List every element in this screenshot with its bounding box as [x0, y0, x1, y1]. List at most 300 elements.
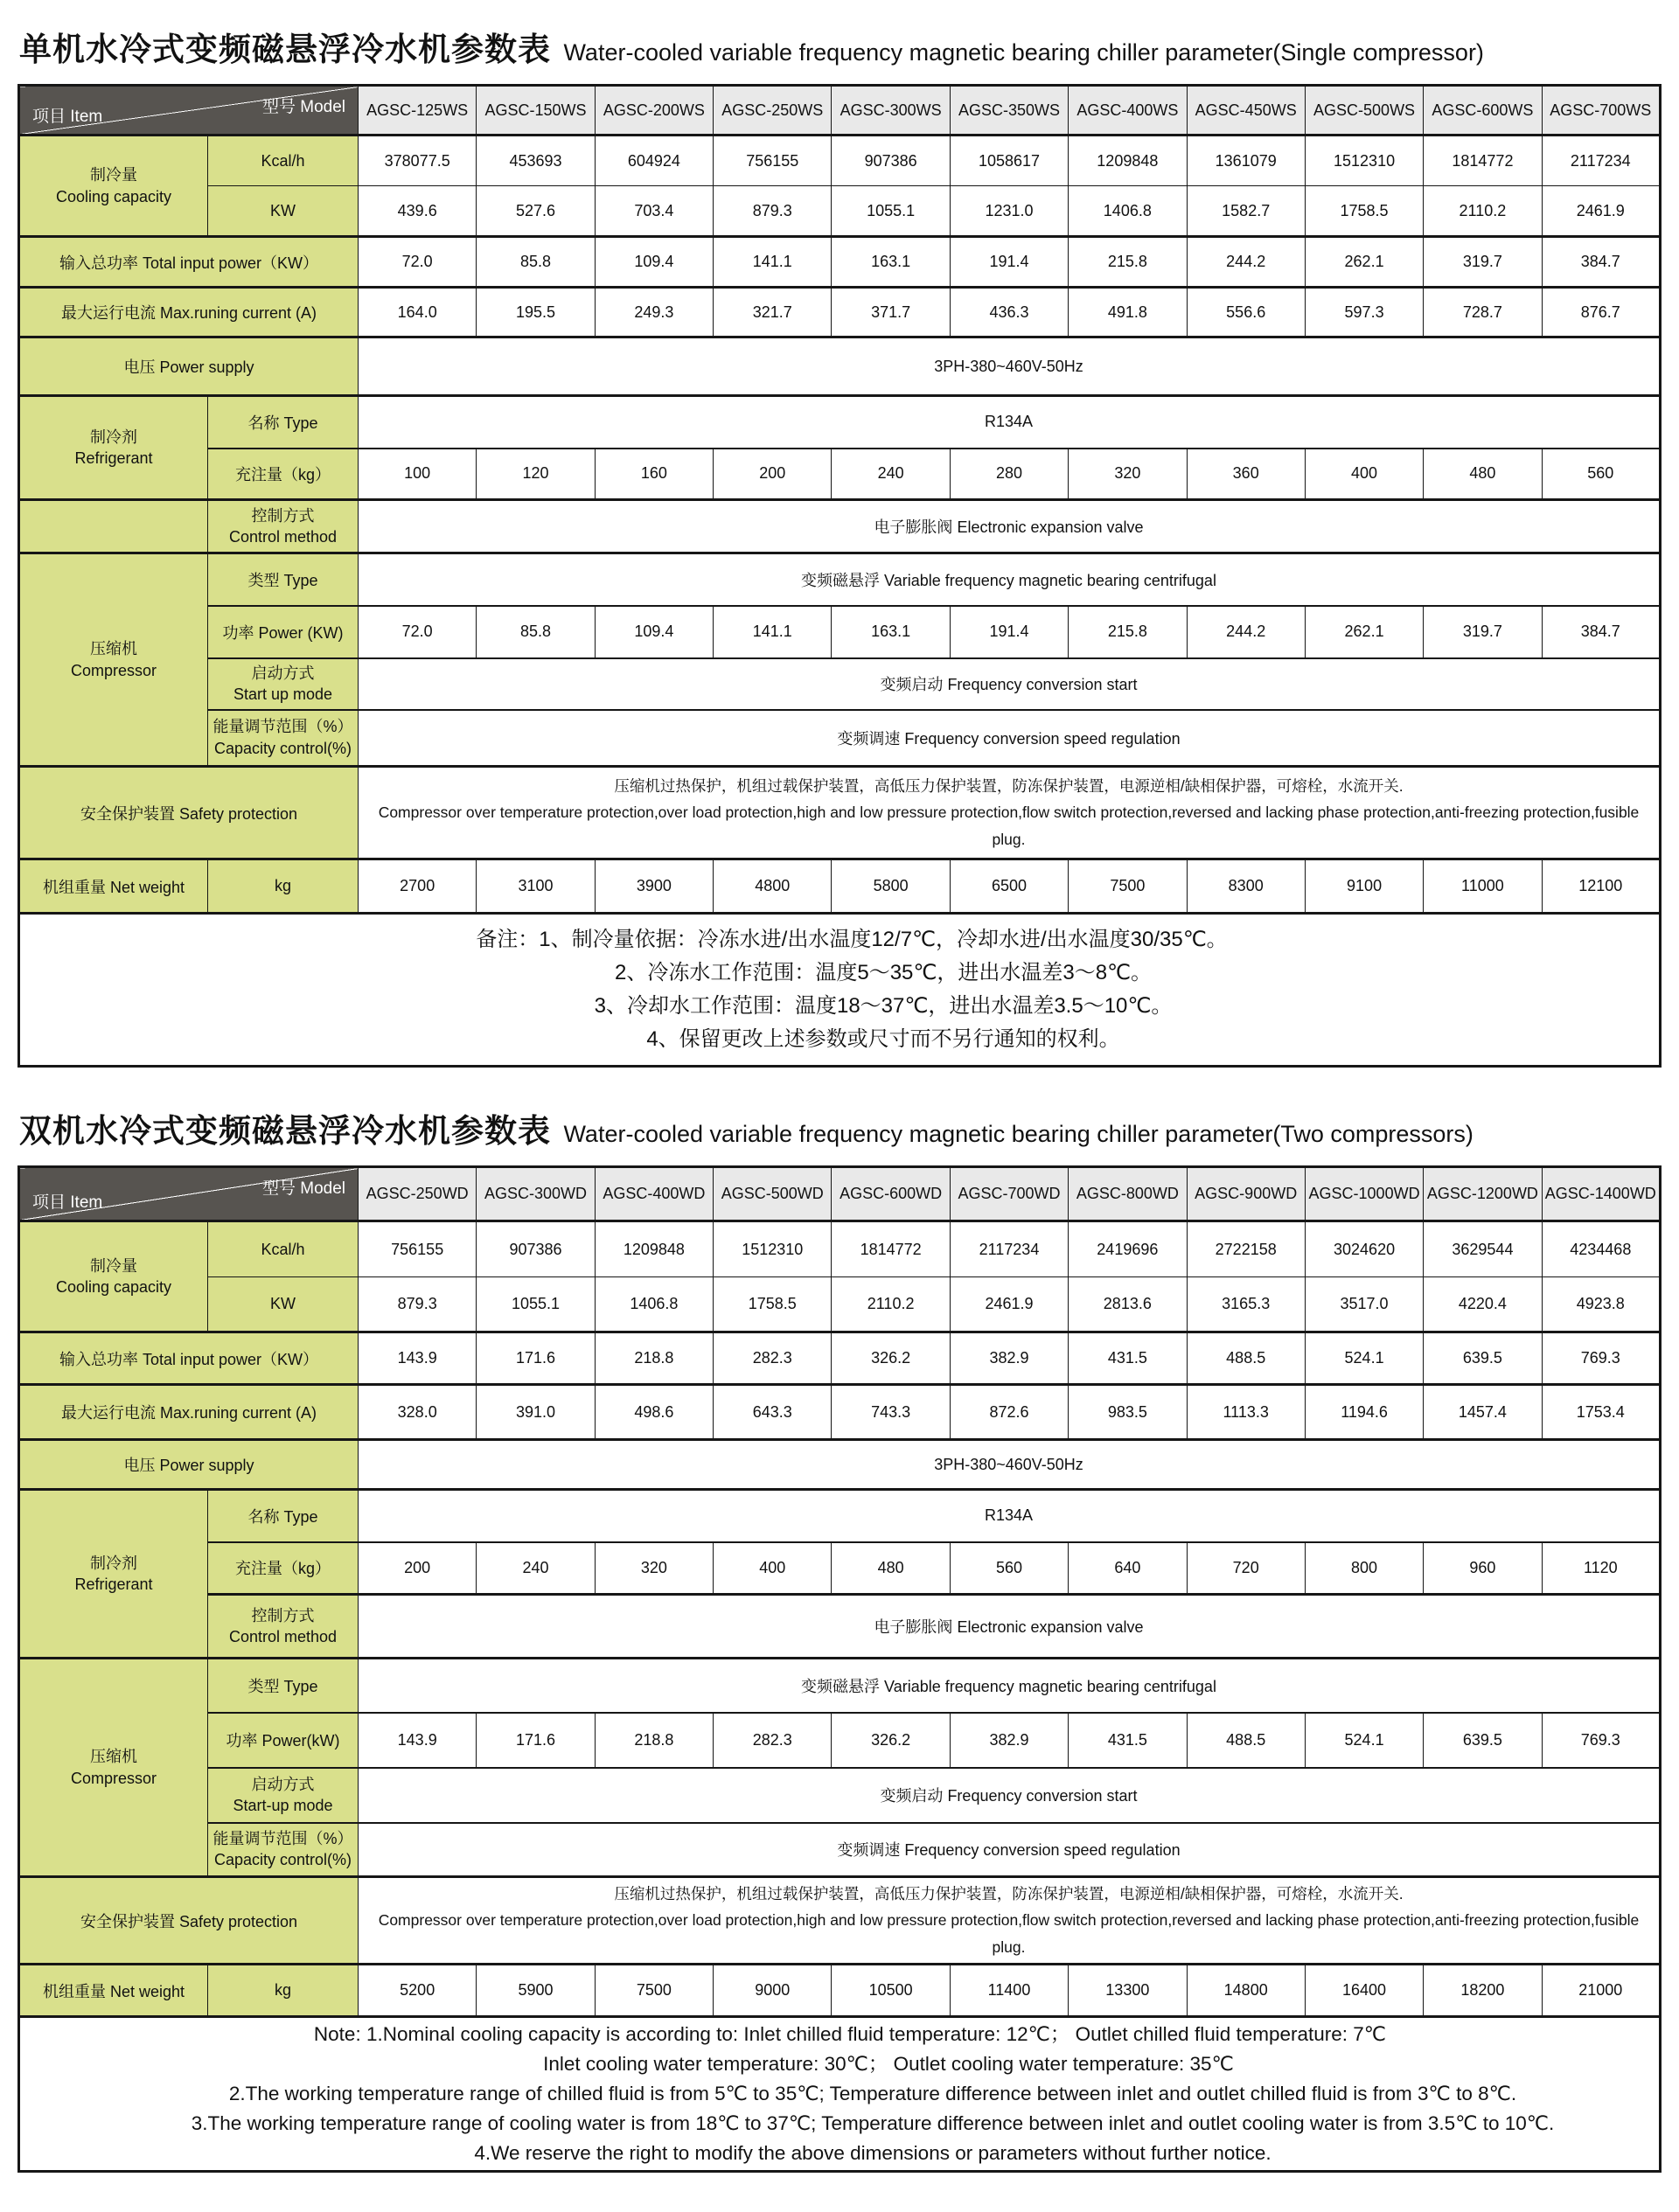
- kw-value-cell: 1055.1: [477, 1277, 595, 1332]
- weight-value-cell: 8300: [1187, 859, 1305, 914]
- weight-value-cell: 6500: [950, 859, 1068, 914]
- table1-weight-row: [19, 859, 1661, 914]
- compressor-label: [19, 1659, 208, 1877]
- kcal-value-cell: 1814772: [1424, 136, 1542, 186]
- input-power-value-cell: 218.8: [595, 1332, 713, 1385]
- table1-title-cn: 单机水冷式变频磁悬浮冷水机参数表: [19, 31, 551, 67]
- weight-value-cell: 9100: [1305, 859, 1423, 914]
- note-line: 2.The working temperature range of chilled fluid is from 5℃ to 35℃; Temperature difference between inlet and outlet chilled fluid is from 3℃ to 8℃.: [228, 2083, 1517, 2104]
- charge-value-cell: 320: [1069, 449, 1187, 500]
- model-header-cell: AGSC-300WS: [832, 86, 950, 136]
- max-current-value-cell: 556.6: [1187, 288, 1305, 337]
- note-line: 4、保留更改上述参数或尺寸而不另行通知的权利。: [646, 1027, 1120, 1051]
- charge-value-cell: 360: [1187, 449, 1305, 500]
- cooling-capacity-cn: 制冷量: [90, 1256, 137, 1275]
- kw-value-cell: 1055.1: [832, 186, 950, 237]
- refrigerant-en: Refrigerant: [74, 1576, 153, 1593]
- charge-value-cell: 100: [359, 449, 477, 500]
- cooling-capacity-en: Cooling capacity: [55, 187, 172, 205]
- table1-notes: [19, 914, 1661, 1067]
- model-header-cell: AGSC-700WS: [1542, 86, 1660, 136]
- table1-kcal-row: [19, 136, 1661, 186]
- input-power-value-cell: 191.4: [950, 237, 1068, 288]
- charge-value-cell: 400: [714, 1542, 832, 1595]
- weight-unit-label: kg: [208, 859, 359, 914]
- table2-refrigerant-type-row: [19, 1490, 1661, 1542]
- model-header-cell: AGSC-1400WD: [1542, 1167, 1660, 1221]
- refrigerant-label: [19, 396, 208, 500]
- kw-value-cell: 2461.9: [950, 1277, 1068, 1332]
- table1-power-supply-row: [19, 337, 1661, 396]
- kcal-value-cell: 4234468: [1542, 1221, 1660, 1277]
- kcal-value-cell: 3629544: [1424, 1221, 1542, 1277]
- comp-power-value-cell: 384.7: [1542, 606, 1660, 658]
- input-power-value-cell: 326.2: [832, 1332, 950, 1385]
- compressor-cn: 压缩机: [90, 1748, 137, 1766]
- max-current-value-cell: 391.0: [477, 1385, 595, 1440]
- control-method-value: 电子膨胀阀 Electronic expansion valve: [359, 500, 1661, 553]
- max-current-value-cell: 1194.6: [1305, 1385, 1423, 1440]
- charge-value-cell: 560: [1542, 449, 1660, 500]
- weight-value-cell: 11000: [1424, 859, 1542, 914]
- kcal-value-cell: 453693: [477, 136, 595, 186]
- capacity-control-label: [208, 1823, 359, 1877]
- note-line: 3.The working temperature range of cooling water is from 18℃ to 37℃; Temperature difference between inlet and outlet cooling water is from 3.5℃ to 10℃.: [191, 2112, 1555, 2134]
- capacity-control-value: 变频调速 Frequency conversion speed regulation: [359, 710, 1661, 767]
- compressor-cn: 压缩机: [90, 640, 137, 658]
- table1-header-row: [19, 86, 1661, 136]
- charge-value-cell: 200: [359, 1542, 477, 1595]
- table2-capacity-row: [19, 1823, 1661, 1877]
- safety-text-cn: 压缩机过热保护，机组过载保护装置，高低压力保护装置，防冻保护装置，电源逆相/缺相保护器，可熔栓，水流开关.: [614, 776, 1404, 795]
- weight-value-cell: 4800: [714, 859, 832, 914]
- corner-model-label: 型号 Model: [261, 98, 345, 116]
- corner-model-label: 型号 Model: [261, 1179, 345, 1198]
- table2-title: [19, 1104, 1679, 1151]
- comp-power-label: 功率 Power(kW): [208, 1713, 359, 1768]
- capacity-control-cn: 能量调节范围（%）: [212, 718, 353, 736]
- table1-refrigerant-type-row: [19, 396, 1661, 449]
- compressor-en: Compressor: [70, 661, 157, 679]
- weight-value-cell: 9000: [714, 1965, 832, 2017]
- charge-value-cell: 280: [950, 449, 1068, 500]
- weight-value-cell: 11400: [950, 1965, 1068, 2017]
- weight-unit-label: kg: [208, 1965, 359, 2017]
- weight-value-cell: 5900: [477, 1965, 595, 2017]
- table2-input-power-row: [19, 1332, 1661, 1385]
- kw-value-cell: 4923.8: [1542, 1277, 1660, 1332]
- note-line: 2、冷冻水工作范围：温度5～35℃，进出水温差3～8℃。: [615, 961, 1152, 984]
- corner-item-label: 项目 Item: [32, 108, 103, 126]
- refrigerant-cn: 制冷剂: [90, 428, 137, 446]
- kcal-value-cell: 2722158: [1187, 1221, 1305, 1277]
- table1-notes-lines: [23, 923, 1656, 1056]
- input-power-value-cell: 639.5: [1424, 1332, 1542, 1385]
- diagonal-corner-cell: [19, 1167, 359, 1221]
- refrigerant-type-value: R134A: [359, 396, 1661, 449]
- control-method-label: [208, 1595, 359, 1659]
- safety-text-en: Compressor over temperature protection,over load protection,high and low pressure protection,flow switch protection,reversed and lacking phase protection,anti-freezing protection,fusible plug.: [378, 803, 1640, 848]
- refrigerant-empty-cell: [19, 500, 208, 553]
- table1-input-power-row: [19, 237, 1661, 288]
- safety-text-en: Compressor over temperature protection,over load protection,high and low pressure protection,flow switch protection,reversed and lacking phase protection,anti-freezing protection,fusible plug.: [378, 1911, 1640, 1956]
- kcal-unit-label: Kcal/h: [208, 1221, 359, 1277]
- kcal-value-cell: 1209848: [595, 1221, 713, 1277]
- weight-value-cell: 7500: [1069, 859, 1187, 914]
- kcal-value-cell: 604924: [595, 136, 713, 186]
- cooling-capacity-cn: 制冷量: [90, 166, 137, 184]
- input-power-value-cell: 488.5: [1187, 1332, 1305, 1385]
- input-power-value-cell: 384.7: [1542, 237, 1660, 288]
- comp-power-value-cell: 382.9: [950, 1713, 1068, 1768]
- capacity-control-label: [208, 710, 359, 767]
- cooling-capacity-en: Cooling capacity: [55, 1278, 172, 1296]
- comp-power-value-cell: 72.0: [359, 606, 477, 658]
- safety-label: 安全保护装置 Safety protection: [19, 1877, 359, 1965]
- table1-start-mode-row: [19, 658, 1661, 710]
- table2-notes: [19, 2017, 1661, 2172]
- table1-capacity-row: [19, 710, 1661, 767]
- charge-value-cell: 480: [1424, 449, 1542, 500]
- comp-power-value-cell: 244.2: [1187, 606, 1305, 658]
- power-supply-value: 3PH-380~460V-50Hz: [359, 337, 1661, 396]
- max-current-value-cell: 195.5: [477, 288, 595, 337]
- kw-value-cell: 1758.5: [1305, 186, 1423, 237]
- table2-comp-power-row: [19, 1713, 1661, 1768]
- note-line: 4.We reserve the right to modify the above dimensions or parameters without further notice.: [474, 2142, 1271, 2164]
- weight-label: 机组重量 Net weight: [19, 1965, 208, 2017]
- comp-power-value-cell: 215.8: [1069, 606, 1187, 658]
- model-header-cell: AGSC-1200WD: [1424, 1167, 1542, 1221]
- comp-power-value-cell: 141.1: [714, 606, 832, 658]
- table2-two-compressors: [17, 1165, 1662, 2173]
- start-mode-label: [208, 1768, 359, 1823]
- kw-value-cell: 3517.0: [1305, 1277, 1423, 1332]
- kcal-value-cell: 2117234: [950, 1221, 1068, 1277]
- kcal-value-cell: 1209848: [1069, 136, 1187, 186]
- max-current-value-cell: 371.7: [832, 288, 950, 337]
- comp-power-value-cell: 109.4: [595, 606, 713, 658]
- table2-control-method-row: [19, 1595, 1661, 1659]
- table2-max-current-row: [19, 1385, 1661, 1440]
- max-current-value-cell: 983.5: [1069, 1385, 1187, 1440]
- charge-value-cell: 480: [832, 1542, 950, 1595]
- comp-power-value-cell: 171.6: [477, 1713, 595, 1768]
- start-mode-value: 变频启动 Frequency conversion start: [359, 1768, 1661, 1823]
- model-header-cell: AGSC-350WS: [950, 86, 1068, 136]
- control-method-label: [208, 500, 359, 553]
- kcal-value-cell: 756155: [359, 1221, 477, 1277]
- max-current-value-cell: 498.6: [595, 1385, 713, 1440]
- max-current-value-cell: 643.3: [714, 1385, 832, 1440]
- corner-item-label: 项目 Item: [32, 1193, 103, 1212]
- comp-power-value-cell: 326.2: [832, 1713, 950, 1768]
- max-current-value-cell: 743.3: [832, 1385, 950, 1440]
- charge-value-cell: 1120: [1542, 1542, 1660, 1595]
- comp-power-value-cell: 524.1: [1305, 1713, 1423, 1768]
- weight-value-cell: 7500: [595, 1965, 713, 2017]
- kw-value-cell: 2461.9: [1542, 186, 1660, 237]
- model-header-cell: AGSC-400WD: [595, 1167, 713, 1221]
- max-current-value-cell: 1457.4: [1424, 1385, 1542, 1440]
- model-header-cell: AGSC-600WS: [1424, 86, 1542, 136]
- max-current-value-cell: 872.6: [950, 1385, 1068, 1440]
- safety-label: 安全保护装置 Safety protection: [19, 767, 359, 859]
- refrigerant-type-value: R134A: [359, 1490, 1661, 1542]
- max-current-value-cell: 328.0: [359, 1385, 477, 1440]
- model-header-cell: AGSC-150WS: [477, 86, 595, 136]
- safety-value: [359, 767, 1661, 859]
- table2-start-mode-row: [19, 1768, 1661, 1823]
- charge-label: 充注量（kg）: [208, 1542, 359, 1595]
- input-power-value-cell: 141.1: [714, 237, 832, 288]
- input-power-value-cell: 382.9: [950, 1332, 1068, 1385]
- table2-power-supply-row: [19, 1440, 1661, 1490]
- max-current-value-cell: 876.7: [1542, 288, 1660, 337]
- model-header-cell: AGSC-800WD: [1069, 1167, 1187, 1221]
- refrigerant-name-label: 名称 Type: [208, 396, 359, 449]
- table2-kw-row: [19, 1277, 1661, 1332]
- input-power-value-cell: 215.8: [1069, 237, 1187, 288]
- weight-value-cell: 5800: [832, 859, 950, 914]
- input-power-label: 输入总功率 Total input power（KW）: [19, 237, 359, 288]
- comp-power-value-cell: 639.5: [1424, 1713, 1542, 1768]
- charge-value-cell: 800: [1305, 1542, 1423, 1595]
- model-header-cell: AGSC-500WS: [1305, 86, 1423, 136]
- charge-value-cell: 640: [1069, 1542, 1187, 1595]
- kcal-value-cell: 378077.5: [359, 136, 477, 186]
- kcal-unit-label: Kcal/h: [208, 136, 359, 186]
- comp-power-value-cell: 262.1: [1305, 606, 1423, 658]
- table2-title-en: Water-cooled variable frequency magnetic bearing chiller parameter(Two compressors): [563, 1121, 1473, 1147]
- model-header-cell: AGSC-125WS: [359, 86, 477, 136]
- comp-type-label: 类型 Type: [208, 1659, 359, 1713]
- charge-value-cell: 720: [1187, 1542, 1305, 1595]
- charge-label: 充注量（kg）: [208, 449, 359, 500]
- kcal-value-cell: 1058617: [950, 136, 1068, 186]
- input-power-value-cell: 262.1: [1305, 237, 1423, 288]
- input-power-label: 输入总功率 Total input power（KW）: [19, 1332, 359, 1385]
- kcal-value-cell: 907386: [832, 136, 950, 186]
- control-method-en: Control method: [228, 1628, 338, 1645]
- note-line: 备注：1、制冷量依据：冷冻水进/出水温度12/7℃，冷却水进/出水温度30/35℃。: [476, 928, 1228, 951]
- comp-power-value-cell: 431.5: [1069, 1713, 1187, 1768]
- kw-unit-label: KW: [208, 1277, 359, 1332]
- comp-power-value-cell: 319.7: [1424, 606, 1542, 658]
- capacity-control-value: 变频调速 Frequency conversion speed regulation: [359, 1823, 1661, 1877]
- table1-title-en: Water-cooled variable frequency magnetic bearing chiller parameter(Single compressor): [563, 39, 1484, 66]
- weight-value-cell: 13300: [1069, 1965, 1187, 2017]
- table2-kcal-row: [19, 1221, 1661, 1277]
- capacity-control-cn: 能量调节范围（%）: [212, 1829, 353, 1847]
- max-current-label: 最大运行电流 Max.runing current (A): [19, 1385, 359, 1440]
- kw-value-cell: 1231.0: [950, 186, 1068, 237]
- weight-value-cell: 5200: [359, 1965, 477, 2017]
- diagonal-corner-cell: [19, 86, 359, 136]
- input-power-value-cell: 72.0: [359, 237, 477, 288]
- model-header-cell: AGSC-700WD: [950, 1167, 1068, 1221]
- weight-value-cell: 14800: [1187, 1965, 1305, 2017]
- comp-power-value-cell: 218.8: [595, 1713, 713, 1768]
- kw-value-cell: 3165.3: [1187, 1277, 1305, 1332]
- weight-value-cell: 12100: [1542, 859, 1660, 914]
- kw-value-cell: 879.3: [714, 186, 832, 237]
- input-power-value-cell: 143.9: [359, 1332, 477, 1385]
- kw-value-cell: 1758.5: [714, 1277, 832, 1332]
- kcal-value-cell: 756155: [714, 136, 832, 186]
- input-power-value-cell: 171.6: [477, 1332, 595, 1385]
- max-current-value-cell: 249.3: [595, 288, 713, 337]
- cooling-capacity-label: [19, 1221, 208, 1332]
- table2-weight-row: [19, 1965, 1661, 2017]
- comp-power-value-cell: 488.5: [1187, 1713, 1305, 1768]
- comp-type-label: 类型 Type: [208, 553, 359, 606]
- kw-value-cell: 2110.2: [832, 1277, 950, 1332]
- weight-label: 机组重量 Net weight: [19, 859, 208, 914]
- start-mode-en: Start-up mode: [233, 1797, 333, 1814]
- table1-comp-type-row: [19, 553, 1661, 606]
- input-power-value-cell: 769.3: [1542, 1332, 1660, 1385]
- start-mode-cn: 启动方式: [251, 664, 315, 682]
- model-header-cell: AGSC-300WD: [477, 1167, 595, 1221]
- model-header-cell: AGSC-400WS: [1069, 86, 1187, 136]
- weight-value-cell: 10500: [832, 1965, 950, 2017]
- refrigerant-en: Refrigerant: [74, 449, 153, 467]
- kcal-value-cell: 3024620: [1305, 1221, 1423, 1277]
- table2-header-row: [19, 1167, 1661, 1221]
- comp-power-value-cell: 163.1: [832, 606, 950, 658]
- weight-value-cell: 18200: [1424, 1965, 1542, 2017]
- comp-power-value-cell: 282.3: [714, 1713, 832, 1768]
- control-method-cn: 控制方式: [251, 506, 315, 525]
- max-current-value-cell: 728.7: [1424, 288, 1542, 337]
- charge-value-cell: 160: [595, 449, 713, 500]
- charge-value-cell: 120: [477, 449, 595, 500]
- kw-value-cell: 1406.8: [1069, 186, 1187, 237]
- table1-max-current-row: [19, 288, 1661, 337]
- power-supply-label: 电压 Power supply: [19, 337, 359, 396]
- max-current-value-cell: 436.3: [950, 288, 1068, 337]
- start-mode-value: 变频启动 Frequency conversion start: [359, 658, 1661, 710]
- max-current-value-cell: 1113.3: [1187, 1385, 1305, 1440]
- kw-value-cell: 1406.8: [595, 1277, 713, 1332]
- weight-value-cell: 16400: [1305, 1965, 1423, 2017]
- control-method-cn: 控制方式: [251, 1606, 315, 1624]
- weight-value-cell: 3900: [595, 859, 713, 914]
- kcal-value-cell: 1512310: [1305, 136, 1423, 186]
- max-current-value-cell: 321.7: [714, 288, 832, 337]
- model-header-cell: AGSC-600WD: [832, 1167, 950, 1221]
- table1-safety-row: [19, 767, 1661, 859]
- power-supply-value: 3PH-380~460V-50Hz: [359, 1440, 1661, 1490]
- model-header-cell: AGSC-250WD: [359, 1167, 477, 1221]
- charge-value-cell: 400: [1305, 449, 1423, 500]
- kcal-value-cell: 1814772: [832, 1221, 950, 1277]
- note-line: Inlet cooling water temperature: 30℃； Outlet cooling water temperature: 35℃: [543, 2053, 1234, 2075]
- kw-value-cell: 2110.2: [1424, 186, 1542, 237]
- kcal-value-cell: 2419696: [1069, 1221, 1187, 1277]
- table2-notes-row: [19, 2017, 1661, 2172]
- table1-control-method-row: [19, 500, 1661, 553]
- table1-notes-row: [19, 914, 1661, 1067]
- input-power-value-cell: 163.1: [832, 237, 950, 288]
- start-mode-en: Start up mode: [233, 685, 333, 703]
- model-header-cell: AGSC-450WS: [1187, 86, 1305, 136]
- table2-charge-row: [19, 1542, 1661, 1595]
- table2-safety-row: [19, 1877, 1661, 1965]
- input-power-value-cell: 109.4: [595, 237, 713, 288]
- charge-value-cell: 320: [595, 1542, 713, 1595]
- charge-value-cell: 240: [477, 1542, 595, 1595]
- kw-value-cell: 4220.4: [1424, 1277, 1542, 1332]
- table1-title: [19, 23, 1679, 70]
- weight-value-cell: 2700: [359, 859, 477, 914]
- comp-power-value-cell: 769.3: [1542, 1713, 1660, 1768]
- max-current-label: 最大运行电流 Max.runing current (A): [19, 288, 359, 337]
- weight-value-cell: 3100: [477, 859, 595, 914]
- table1-comp-power-row: [19, 606, 1661, 658]
- input-power-value-cell: 85.8: [477, 237, 595, 288]
- refrigerant-cn: 制冷剂: [90, 1554, 137, 1572]
- charge-value-cell: 240: [832, 449, 950, 500]
- charge-value-cell: 960: [1424, 1542, 1542, 1595]
- table1-single-compressor: [17, 84, 1662, 1068]
- power-supply-label: 电压 Power supply: [19, 1440, 359, 1490]
- input-power-value-cell: 431.5: [1069, 1332, 1187, 1385]
- input-power-value-cell: 319.7: [1424, 237, 1542, 288]
- safety-value: [359, 1877, 1661, 1965]
- model-header-cell: AGSC-250WS: [714, 86, 832, 136]
- table2-title-cn: 双机水冷式变频磁悬浮冷水机参数表: [19, 1113, 551, 1149]
- start-mode-cn: 启动方式: [251, 1775, 315, 1793]
- model-header-cell: AGSC-200WS: [595, 86, 713, 136]
- kcal-value-cell: 2117234: [1542, 136, 1660, 186]
- kw-value-cell: 2813.6: [1069, 1277, 1187, 1332]
- model-header-cell: AGSC-900WD: [1187, 1167, 1305, 1221]
- table1-charge-row: [19, 449, 1661, 500]
- compressor-en: Compressor: [70, 1769, 157, 1787]
- safety-text-cn: 压缩机过热保护，机组过载保护装置，高低压力保护装置，防冻保护装置，电源逆相/缺相保护器，可熔栓，水流开关.: [614, 1884, 1404, 1902]
- max-current-value-cell: 597.3: [1305, 288, 1423, 337]
- kcal-value-cell: 907386: [477, 1221, 595, 1277]
- table2-notes-lines: [23, 2020, 1656, 2168]
- table2-comp-type-row: [19, 1659, 1661, 1713]
- comp-power-value-cell: 191.4: [950, 606, 1068, 658]
- max-current-value-cell: 491.8: [1069, 288, 1187, 337]
- table1-kw-row: [19, 186, 1661, 237]
- control-method-value: 电子膨胀阀 Electronic expansion valve: [359, 1595, 1661, 1659]
- note-line: Note: 1.Nominal cooling capacity is according to: Inlet chilled fluid temperature: 12℃； Outlet chilled fluid temperature: 7℃: [313, 2023, 1387, 2045]
- note-line: 3、冷却水工作范围：温度18～37℃，进出水温差3.5～10℃。: [594, 994, 1173, 1018]
- comp-power-value-cell: 143.9: [359, 1713, 477, 1768]
- max-current-value-cell: 164.0: [359, 288, 477, 337]
- charge-value-cell: 200: [714, 449, 832, 500]
- kcal-value-cell: 1361079: [1187, 136, 1305, 186]
- charge-value-cell: 560: [950, 1542, 1068, 1595]
- kcal-value-cell: 1512310: [714, 1221, 832, 1277]
- comp-power-label: 功率 Power (KW): [208, 606, 359, 658]
- start-mode-label: [208, 658, 359, 710]
- comp-type-value: 变频磁悬浮 Variable frequency magnetic bearing centrifugal: [359, 553, 1661, 606]
- refrigerant-label: [19, 1490, 208, 1659]
- input-power-value-cell: 524.1: [1305, 1332, 1423, 1385]
- kw-unit-label: KW: [208, 186, 359, 237]
- input-power-value-cell: 282.3: [714, 1332, 832, 1385]
- kw-value-cell: 1582.7: [1187, 186, 1305, 237]
- kw-value-cell: 703.4: [595, 186, 713, 237]
- comp-type-value: 变频磁悬浮 Variable frequency magnetic bearing centrifugal: [359, 1659, 1661, 1713]
- input-power-value-cell: 244.2: [1187, 237, 1305, 288]
